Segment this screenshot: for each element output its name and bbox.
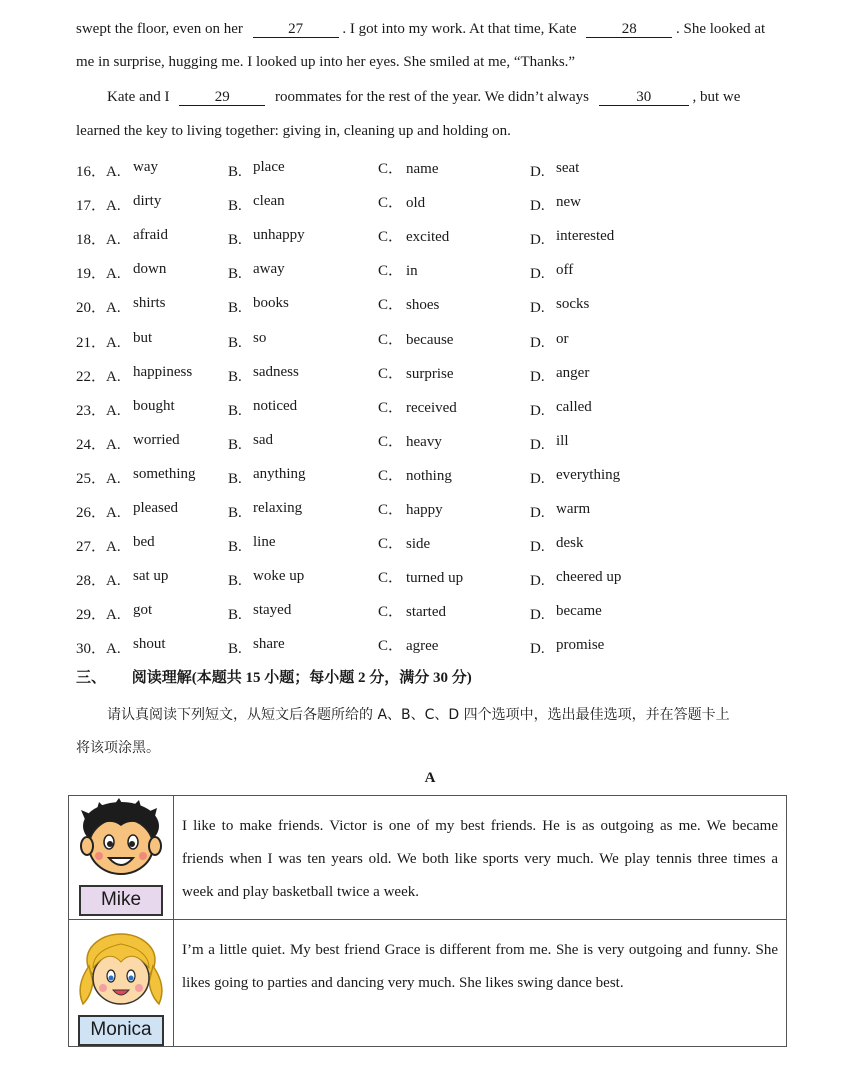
question-number: 19．A. [76, 266, 121, 283]
mike-name-label: Mike [79, 885, 163, 916]
option-label-d: D. [530, 198, 545, 215]
question-number: 22．A. [76, 368, 121, 385]
option-label-d: D. [530, 539, 545, 556]
passage-text: , but we [692, 89, 741, 105]
option-a: bought [133, 397, 175, 414]
option-b: woke up [253, 568, 305, 585]
option-c: received [406, 399, 457, 416]
option-d: called [556, 398, 592, 415]
option-b: clean [253, 193, 285, 210]
option-label-c: C． [378, 195, 404, 212]
option-d: everything [556, 466, 621, 483]
option-label-c: C． [378, 297, 404, 314]
option-d: desk [556, 535, 584, 552]
option-a: something [133, 465, 196, 482]
option-label-b: B. [228, 607, 242, 624]
option-c: old [406, 195, 426, 212]
option-b: line [253, 534, 276, 551]
option-label-d: D. [530, 368, 545, 385]
option-c: nothing [406, 467, 452, 484]
question-number: 30．A. [76, 641, 121, 658]
option-a: but [133, 329, 153, 346]
option-label-b: B. [228, 164, 242, 180]
option-d: anger [556, 364, 590, 381]
option-c: shoes [406, 297, 440, 314]
option-label-d: D. [530, 573, 545, 590]
option-label-d: D. [530, 607, 545, 624]
option-label-c: C． [378, 365, 404, 382]
question-number: 26．A. [76, 505, 121, 521]
option-label-c: C． [378, 502, 404, 518]
option-a: sat up [133, 568, 169, 585]
option-label-b: B. [228, 402, 242, 419]
question-number: 20．A. [76, 300, 121, 317]
mike-picture-cell [69, 796, 174, 920]
option-a: afraid [133, 227, 168, 244]
question-number: 28．A. [76, 573, 121, 590]
option-c: surprise [406, 365, 454, 382]
mike-text: I like to make friends. Victor is one of my best friends. He is as outgoing as me. We became friends when I was ten years old. We both like sports very much. We play tennis three times a week and play basketball twice a week. [174, 796, 787, 920]
option-label-c: C． [378, 467, 404, 484]
table-row [69, 796, 787, 920]
passage-text: . I got into my work. At that time, Kate [342, 21, 577, 37]
option-c: excited [406, 229, 450, 246]
option-c: name [406, 161, 439, 177]
option-b: sad [253, 431, 273, 448]
option-label-c: C． [378, 433, 404, 450]
option-label-d: D. [530, 164, 545, 180]
section-title: 阅读理解(本题共 15 小题；每小题 2 分，满分 30 分) [131, 670, 472, 686]
option-d: off [556, 262, 574, 279]
option-a: happiness [133, 363, 193, 380]
passage-text: Kate and I [107, 89, 170, 105]
question-number: 18．A. [76, 232, 121, 249]
option-label-c: C． [378, 161, 404, 177]
option-a: shout [133, 636, 166, 653]
blank-28: 28 [586, 21, 672, 38]
option-c: turned up [406, 570, 464, 587]
passage-line-4: learned the key to living together: giving in, cleaning up and holding on. [76, 123, 511, 139]
question-number: 24．A. [76, 436, 121, 453]
option-label-b: B. [228, 505, 242, 521]
option-label-c: C． [378, 604, 404, 621]
option-label-c: C． [378, 536, 404, 553]
option-b: noticed [253, 397, 298, 414]
question-number: 21．A. [76, 334, 121, 351]
option-a: shirts [133, 295, 166, 312]
option-label-b: B. [228, 198, 242, 215]
option-b: relaxing [253, 500, 303, 516]
option-d: seat [556, 160, 580, 176]
option-label-d: D. [530, 300, 545, 317]
option-d: cheered up [556, 569, 622, 586]
option-label-b: B. [228, 470, 242, 487]
option-label-d: D. [530, 402, 545, 419]
option-label-b: B. [228, 436, 242, 453]
option-a: worried [133, 431, 180, 448]
option-a: down [133, 261, 167, 278]
question-number: 23．A. [76, 402, 121, 419]
option-label-b: B. [228, 232, 242, 249]
question-number: 16．A. [76, 164, 121, 180]
option-b: sadness [253, 363, 299, 380]
option-label-d: D. [530, 641, 545, 658]
option-label-b: B. [228, 334, 242, 351]
passage-text: swept the floor, even on her [76, 21, 243, 37]
option-d: warm [556, 501, 591, 517]
monica-picture-cell [69, 920, 174, 1047]
option-label-d: D. [530, 334, 545, 351]
option-label-c: C． [378, 399, 404, 416]
option-d: new [556, 194, 581, 211]
table-row [69, 920, 787, 1047]
option-b: share [253, 636, 285, 653]
option-label-c: C． [378, 263, 404, 280]
option-label-b: B. [228, 300, 242, 317]
passage-line-2: me in surprise, hugging me. I looked up into her eyes. She smiled at me, “Thanks.” [76, 54, 576, 70]
option-label-b: B. [228, 641, 242, 658]
option-d: became [556, 603, 602, 620]
monica-text: I’m a little quiet. My best friend Grace is different from me. She is very outgoing and funny. She likes going to parties and dancing very much. She likes swing dance best. [174, 920, 787, 1047]
passage-text: roommates for the rest of the year. We didn’t always [274, 89, 589, 105]
option-label-c: C． [378, 570, 404, 587]
option-a: dirty [133, 193, 162, 210]
instruction-line-2: 将该项涂黑。 [76, 740, 160, 756]
girl-face-icon [69, 926, 173, 1010]
option-a: got [133, 602, 153, 619]
option-b: stayed [253, 602, 292, 619]
section-number: 三、 [76, 670, 107, 686]
option-c: in [406, 263, 418, 280]
option-a: way [133, 159, 158, 175]
part-label: A [424, 770, 436, 786]
passage-line-3 [107, 87, 740, 107]
option-b: away [253, 261, 285, 278]
question-number: 25．A. [76, 470, 121, 487]
blank-30: 30 [599, 89, 689, 106]
option-b: books [253, 295, 289, 312]
option-label-c: C． [378, 229, 404, 246]
section-heading [76, 666, 472, 687]
option-c: happy [406, 502, 443, 518]
blank-27: 27 [253, 21, 339, 38]
option-label-d: D. [530, 436, 545, 453]
option-d: or [556, 330, 569, 347]
instruction-line-1: 请认真阅读下列短文，从短文后各题所给的 A、B、C、D 四个选项中，选出最佳选项，并在答题卡上 [107, 707, 730, 723]
option-label-d: D. [530, 266, 545, 283]
option-b: so [253, 329, 267, 346]
option-a: bed [133, 534, 155, 551]
option-label-d: D. [530, 470, 545, 487]
question-number: 27．A. [76, 539, 121, 556]
option-d: socks [556, 296, 590, 313]
option-label-b: B. [228, 539, 242, 556]
option-c: because [406, 331, 454, 348]
option-label-c: C． [378, 638, 404, 655]
option-d: promise [556, 637, 605, 654]
option-b: place [253, 159, 285, 175]
option-c: agree [406, 638, 439, 655]
passage-line-1 [76, 19, 765, 39]
option-label-d: D. [530, 505, 545, 521]
blank-29: 29 [179, 89, 265, 106]
option-label-b: B. [228, 266, 242, 283]
monica-name-label: Monica [78, 1015, 164, 1046]
option-label-b: B. [228, 573, 242, 590]
boy-face-icon [69, 796, 173, 880]
reading-table [68, 795, 787, 1047]
option-label-b: B. [228, 368, 242, 385]
question-number: 29．A. [76, 607, 121, 624]
option-b: unhappy [253, 227, 305, 244]
option-d: interested [556, 228, 615, 245]
option-d: ill [556, 432, 569, 449]
option-c: heavy [406, 433, 442, 450]
option-c: side [406, 536, 431, 553]
question-number: 17．A. [76, 198, 121, 215]
option-b: anything [253, 465, 306, 482]
passage-text: . She looked at [676, 21, 766, 37]
option-c: started [406, 604, 446, 621]
option-label-c: C． [378, 331, 404, 348]
option-a: pleased [133, 500, 178, 516]
option-label-d: D. [530, 232, 545, 249]
